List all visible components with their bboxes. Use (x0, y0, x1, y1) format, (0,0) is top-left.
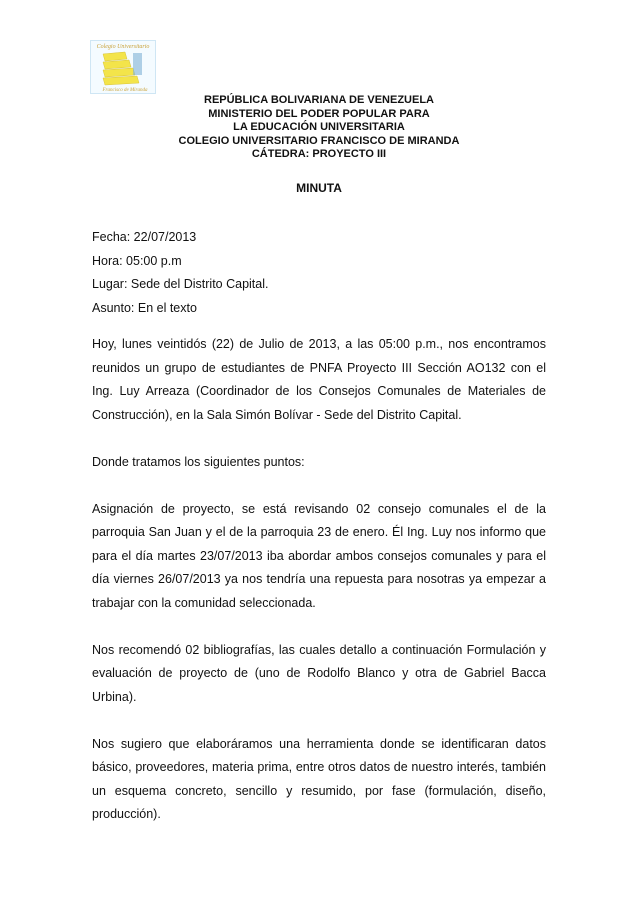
meta-block (92, 226, 268, 320)
logo-top-text: Colegio Universitario (96, 44, 150, 50)
header-line-republic: REPÚBLICA BOLIVARIANA DE VENEZUELA (204, 94, 434, 106)
paragraph-points: Donde tratamos los siguientes puntos: (92, 454, 305, 469)
logo-blocks-icon (103, 52, 142, 85)
header-line-education: LA EDUCACIÓN UNIVERSITARIA (233, 121, 405, 133)
paragraph-intro: Hoy, lunes veintidós (22) de Julio de 2013, a las 05:00 p.m., nos encontramos reunidos un grupo de estudiantes de PNFA Proyecto III Sección AO132 con el Ing. Luy Arreaza (Coordinador de los Consejos Comunales de Materiales de Construcción), en la Sala Simón Bolívar - Sede del Distrito Capital. (92, 337, 546, 422)
paragraph-bibliography: Nos recomendó 02 bibliografías, las cuales detallo a continuación Formulación y evaluación de proyecto de (uno de Rodolfo Blanco y otra de Gabriel Bacca Urbina). (92, 642, 546, 704)
paragraph-tool: Nos sugiero que elaboráramos una herramienta donde se identificaran datos básico, proveedores, materia prima, entre otros datos de nuestro interés, también un esquema concreto, sencillo y resumido, por fase (formulación, diseño, producción). (92, 736, 546, 821)
meta-time: Hora: 05:00 p.m (92, 253, 182, 268)
header-line-ministry: MINISTERIO DEL PODER POPULAR PARA (208, 107, 430, 120)
logo-bottom-text: Francisco de Miranda (102, 88, 148, 93)
header-line-chair: CÁTEDRA: PROYECTO III (251, 148, 387, 160)
document-body (92, 333, 546, 850)
header-line-college: COLEGIO UNIVERSITARIO FRANCISCO DE MIRANDA (178, 134, 460, 147)
paragraph-assignment: Asignación de proyecto, se está revisando 02 consejo comunales el de la parroquia San Juan y el de la parroquia 23 de enero. Él Ing. Luy nos informo que para el día martes 23/07/2013 iba abordar ambos consejos comunales y para el día viernes 26/07/2013 ya nos tendría una repuesta para nosotras ya empezar a trabajar con la comunidad seleccionada. (92, 501, 546, 610)
meta-date: Fecha: 22/07/2013 (92, 230, 197, 244)
meta-place: Lugar: Sede del Distrito Capital. (92, 277, 269, 291)
meta-subject: Asunto: En el texto (92, 300, 197, 315)
document-title: MINUTA (296, 181, 342, 195)
document-header (0, 94, 638, 162)
college-logo (90, 40, 156, 94)
